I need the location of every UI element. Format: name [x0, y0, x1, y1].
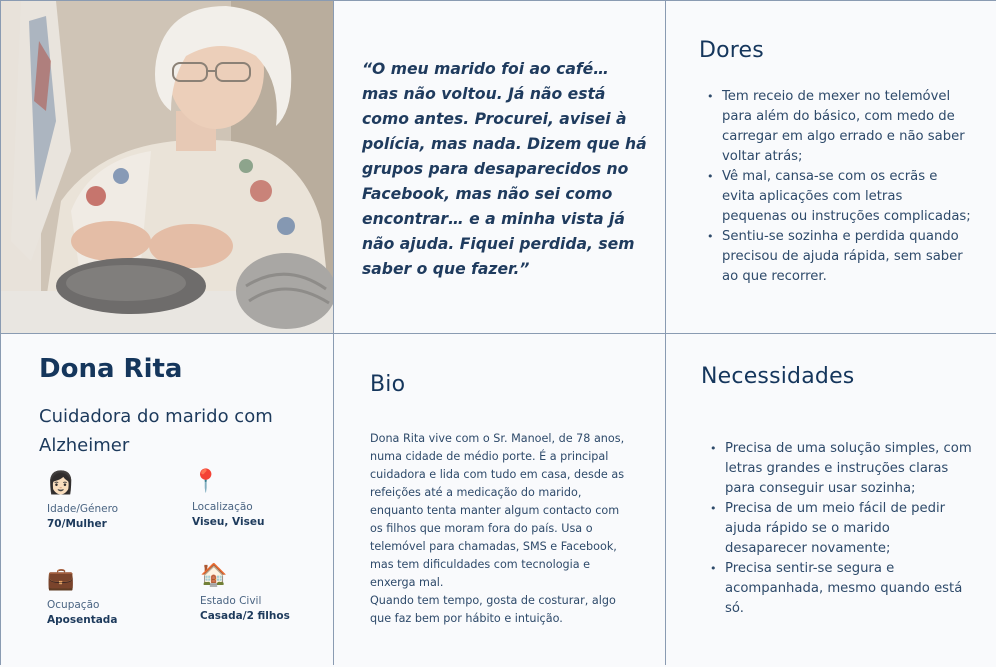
- civil-status-value: Casada/2 filhos: [200, 610, 290, 622]
- persona-photo: [1, 1, 333, 333]
- bio-paragraph: Dona Rita vive com o Sr. Manoel, de 78 anos, numa cidade de médio porte. É a principal cuidadora e lida com tudo em casa, desde as refeições até a medicação do marido, enquanto tenta manter algum contacto com os filhos que moram fora do país. Usa o telemóvel para chamadas, SMS e Facebook, mas tem dificuldades com tecnologia e enxerga mal.: [370, 432, 625, 589]
- occupation-value: Aposentada: [47, 614, 118, 626]
- location-pin-icon: 📍: [192, 469, 220, 494]
- woman-face-icon: 👩🏻: [47, 471, 75, 496]
- list-item: • Sentiu-se sozinha e perdida quando precisou de ajuda rápida, sem saber ao que recorrer.: [701, 227, 971, 287]
- pain-points-card: [666, 1, 996, 333]
- civil-status-label: Estado Civil: [200, 595, 262, 607]
- age-gender-label: Idade/Género: [47, 503, 119, 515]
- civil-status-attribute: [200, 563, 290, 622]
- bio-title: Bio: [370, 372, 406, 397]
- list-item: • Precisa de uma solução simples, com letras grandes e instruções claras para conseguir usar sozinha;: [704, 439, 974, 499]
- quote-card: [334, 1, 665, 333]
- location-value: Viseu, Viseu: [192, 516, 265, 528]
- needs-title: Necessidades: [701, 364, 855, 389]
- occupation-label: Ocupação: [47, 599, 100, 611]
- bio-paragraph: Quando tem tempo, gosta de costurar, algo que faz bem por hábito e intuição.: [370, 594, 616, 625]
- persona-role: Cuidadora do marido com Alzheimer: [39, 406, 273, 456]
- pain-points-list: [701, 87, 971, 287]
- profile-card: [1, 334, 333, 667]
- needs-list: [704, 439, 974, 619]
- elderly-woman-knitting-image: [1, 1, 333, 333]
- pain-points-title: Dores: [699, 38, 764, 63]
- persona-quote: “O meu marido foi ao café… mas não voltou. Já não está como antes. Procurei, avisei à polícia, mas nada. Dizem que há grupos para desaparecidos no Facebook, mas não sei como encontrar… e a minha vista já não ajuda. Fiquei perdida, sem saber o que fazer.”: [362, 60, 647, 278]
- bio-card: [334, 334, 665, 667]
- list-item: • Vê mal, cansa-se com os ecrãs e evita aplicações com letras pequenas ou instruções complicadas;: [701, 167, 971, 227]
- briefcase-icon: 💼: [47, 567, 75, 592]
- bio-text: [370, 430, 632, 628]
- occupation-attribute: [47, 567, 117, 626]
- list-item: • Tem receio de mexer no telemóvel para além do básico, com medo de carregar em algo errado e não saber voltar atrás;: [701, 87, 971, 167]
- list-item: • Precisa sentir-se segura e acompanhada, mesmo quando está só.: [704, 559, 974, 619]
- location-attribute: [192, 469, 264, 528]
- list-item: • Precisa de um meio fácil de pedir ajuda rápido se o marido desaparecer novamente;: [704, 499, 974, 559]
- age-gender-attribute: [47, 471, 118, 530]
- age-gender-value: 70/Mulher: [47, 518, 107, 530]
- location-label: Localização: [192, 501, 253, 513]
- persona-name: Dona Rita: [39, 354, 183, 384]
- house-icon: 🏠: [200, 563, 228, 588]
- needs-card: [666, 334, 996, 667]
